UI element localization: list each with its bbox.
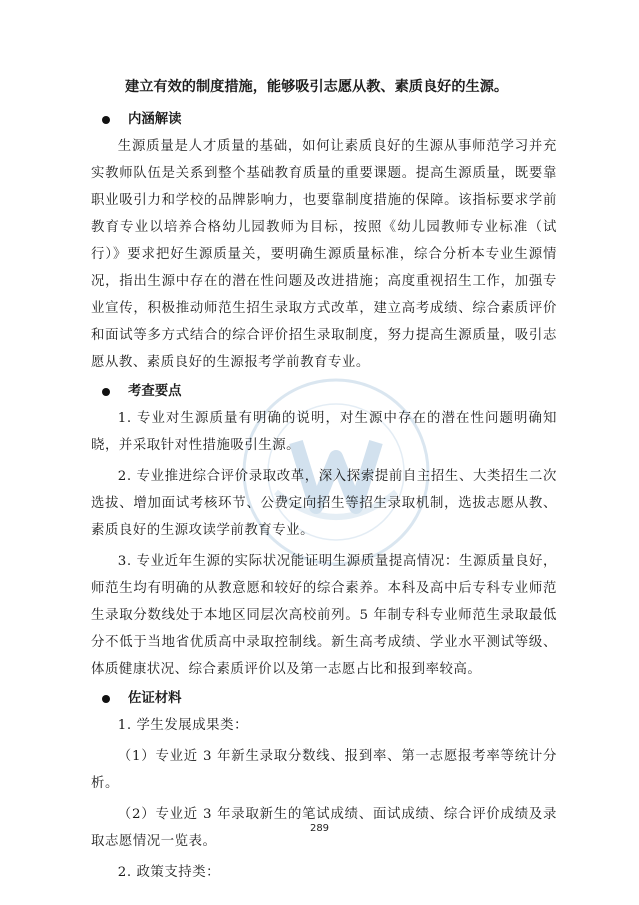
evidence-subitem-2: （2）专业近 3 年录取新生的笔试成绩、面试成绩、综合评价成绩及录取志愿情况一览表。 bbox=[91, 807, 557, 849]
bullet-icon bbox=[102, 388, 110, 396]
evidence-item-1: 1. 学生发展成果类： bbox=[117, 718, 249, 733]
section-heading-label: 考查要点 bbox=[128, 384, 182, 399]
section-heading-label: 佐证材料 bbox=[128, 691, 182, 706]
bullet-icon bbox=[102, 116, 110, 124]
section-heading-connotation bbox=[91, 106, 557, 133]
bullet-icon bbox=[102, 695, 110, 703]
section-heading-evidence bbox=[91, 685, 557, 712]
section-heading-label: 内涵解读 bbox=[128, 112, 182, 127]
evidence-subitem-1: （1）专业近 3 年新生录取分数线、报到率、第一志愿报考率等统计分析。 bbox=[91, 749, 557, 791]
section-heading-key-points bbox=[91, 378, 557, 405]
evidence-item-2: 2. 政策支持类： bbox=[117, 865, 221, 880]
key-point-2: 2. 专业推进综合评价录取改革，深入探索提前自主招生、大类招生二次选拔、增加面试考核环节、公费定向招生等招生录取机制，选拔志愿从教、素质良好的生源攻读学前教育专业。 bbox=[91, 469, 557, 538]
page-title: 建立有效的制度措施，能够吸引志愿从教、素质良好的生源。 bbox=[125, 79, 509, 95]
page-number: 289 bbox=[309, 823, 330, 834]
key-point-1: 1. 专业对生源质量有明确的说明，对生源中存在的潜在性问题明确知晓，并采取针对性措施吸引生源。 bbox=[91, 411, 557, 453]
key-point-3: 3. 专业近年生源的实际状况能证明生源质量提高情况：生源质量良好，师范生均有明确的从教意愿和较好的综合素养。本科及高中后专科专业师范生录取分数线处于本地区同层次高校前列。5 年制专科专业师范生录取最低分不低于当地省优质高中录取控制线。新生高考成绩、学业水平测试等级、体质健康状况、综合素质评价以及第一志愿占比和报到率较高。 bbox=[91, 554, 557, 677]
main-content bbox=[91, 73, 557, 886]
connotation-paragraph: 生源质量是人才质量的基础，如何让素质良好的生源从事师范学习并充实教师队伍是关系到整个基础教育质量的重要课题。提高生源质量，既要靠职业吸引力和学校的品牌影响力，也要靠制度措施的保障。该指标要求学前教育专业以培养合格幼儿园教师为目标，按照《幼儿园教师专业标准（试行）》要求把好生源质量关，要明确生源质量标准，综合分析本专业生源情况，指出生源中存在的潜在性问题及改进措施；高度重视招生工作，加强专业宣传，积极推动师范生招生录取方式改革，建立高考成绩、综合素质评价和面试等多方式结合的综合评价招生录取制度，努力提高生源质量，吸引志愿从教、素质良好的生源报考学前教育专业。 bbox=[91, 139, 557, 370]
